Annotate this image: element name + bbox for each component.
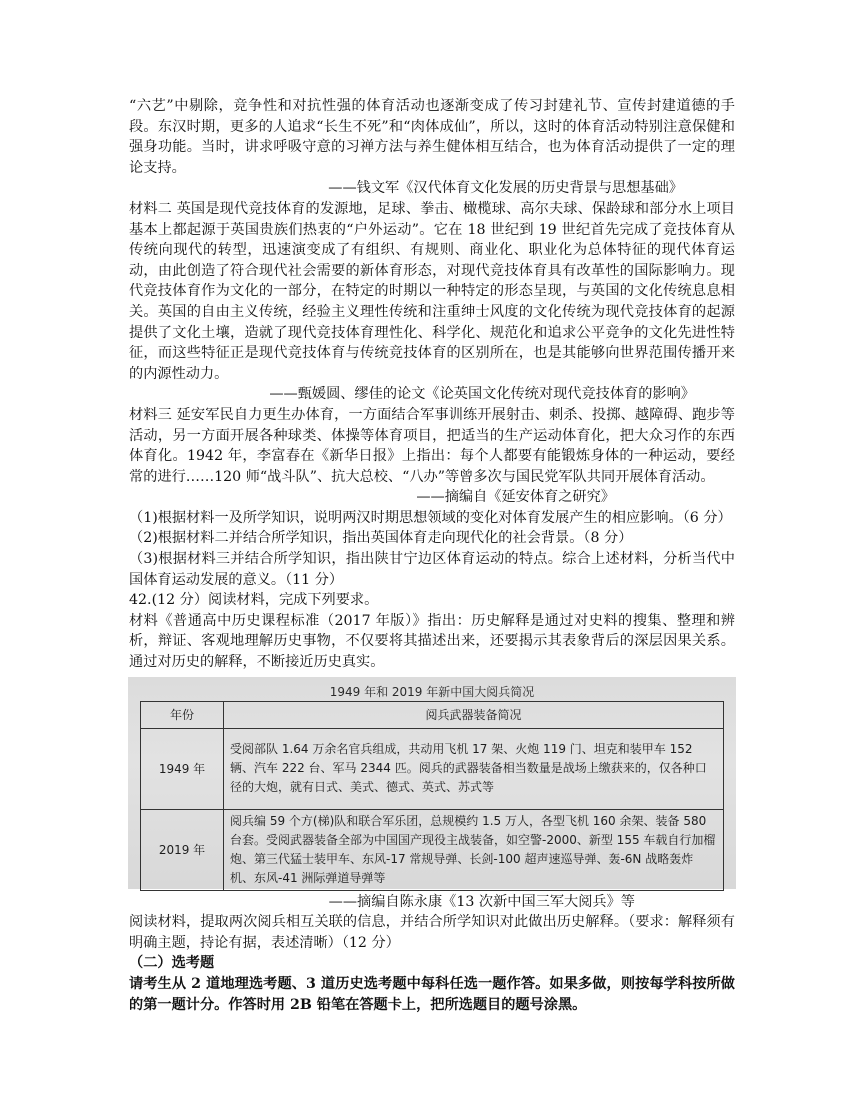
table-row <box>141 728 724 809</box>
material-3-source: ——摘编自《延安体育之研究》 <box>416 489 615 506</box>
question-42-task: 阅读材料，提取两次阅兵相互关联的信息，并结合所学知识对此做出历史解释。（要求：解释须有明确主题，持论有据，表述清晰）（12 分） <box>129 914 735 951</box>
material-3: 材料三 延安军民自力更生办体育，一方面结合军事训练开展射击、刺杀、投掷、越障碍、跑步等活动，另一方面开展各种球类、体操等体育项目，把适当的生产运动体育化，把大众习作的东西体育化。1942 年，李富春在《新华日报》上指出：每个人都要有能锻炼身体的一种运动，要经常的进行……120 师“战斗队”、抗大总校、“八办”等曾多次与国民党军队共同开展体育活动。 <box>129 406 735 485</box>
elective-instructions: 请考生从 2 道地理选考题、3 道历史选考题中每科任选一题作答。如果多做，则按每学科按所做的第一题计分。作答时用 2B 铅笔在答题卡上，把所选题目的题号涂黑。 <box>129 976 735 1013</box>
parade-table-photo <box>128 677 736 889</box>
table-row <box>141 809 724 890</box>
table-title: 1949 年和 2019 年新中国大阅兵简况 <box>329 684 535 699</box>
material-2: 材料二 英国是现代竞技体育的发源地，足球、拳击、橄榄球、高尔夫球、保龄球和部分水上项目基本上都起源于英国贵族们热衷的“户外运动”。它在 18 世纪到 19 世纪首先完成了竞技体育从传统向现代的转型，迅速演变成了有组织、有规则、商业化、职业化为总体特征的现代体育运动，由此创造了符合现代社会需要的新体育形态，对现代竞技体育具有改革性的国际影响力。现代竞技体育作为文化的一部分，在特定的时期以一种特定的形态呈现，与英国的文化传统息息相关。英国的自由主义传统，经验主义理性传统和注重绅士风度的文化传统为现代竞技体育的起源提供了文化土壤，造就了现代竞技体育理性化、科学化、规范化和追求公平竞争的文化先进性特征，而这些特征正是现代竞技体育与传统竞技体育的区别所在，也是其能够向世界范围传播开来的内源性动力。 <box>129 200 735 382</box>
material-2-source: ——甄媛圆、缪佳的论文《论英国文化传统对现代竞技体育的影响》 <box>269 386 695 403</box>
exam-page <box>129 96 735 1015</box>
header-summary: 阅兵武器装备简况 <box>224 701 724 728</box>
question-42-heading: 42.(12 分）阅读材料，完成下列要求。 <box>129 592 379 609</box>
row-text: 阅兵编 59 个方(梯)队和联合军乐团，总规模约 1.5 万人，各型飞机 160 余架、装备 580 台套。受阅武器装备全部为中国国产现役主战装备，如空警-2000、新型 155 车载自行加榴炮、第三代猛士装甲车、东风-17 常规导弹、长剑-100 超声速巡导弹、轰-6N 战略轰炸机、东风-41 洲际弹道导弹等 <box>224 809 724 890</box>
question-1: （1)根据材料一及所学知识，说明两汉时期思想领域的变化对体育发展产生的相应影响。（6 分） <box>129 509 732 526</box>
question-3: （3)根据材料三并结合所学知识，指出陕甘宁边区体育运动的特点。综合上述材料，分析当代中国体育运动发展的意义。（11 分） <box>129 551 735 588</box>
material-1-source: ——钱文军《汉代体育文化发展的历史背景与思想基础》 <box>328 180 683 197</box>
row-year: 1949 年 <box>141 728 224 809</box>
question-42-material: 材料《普通高中历史课程标准（2017 年版）》指出：历史解释是通过对史料的搜集、整理和辨析，辩证、客观地理解历史事物，不仅要将其描述出来，还要揭示其表象背后的深层因果关系。通过对历史的解释，不断接近历史真实。 <box>129 612 735 671</box>
table-source: ——摘编自陈永康《13 次新中国三军大阅兵》等 <box>328 893 635 910</box>
row-year: 2019 年 <box>141 809 224 890</box>
section-heading: （二）选考题 <box>129 955 215 972</box>
header-year: 年份 <box>141 701 224 728</box>
row-text: 受阅部队 1.64 万余名官兵组成，共动用飞机 17 架、火炮 119 门、坦克和装甲车 152 辆、汽车 222 台、军马 2344 匹。阅兵的武器装备相当数量是战场上缴获来的，仅各种口径的大炮，就有日式、美式、德式、英式、苏式等 <box>224 728 724 809</box>
table-header-row <box>141 701 724 728</box>
material-1-continuation: “六艺”中剔除，竞争性和对抗性强的体育活动也逐渐变成了传习封建礼节、宣传封建道德的手段。东汉时期，更多的人追求“长生不死”和“肉体成仙”，所以，这时的体育活动特别注意保健和强身功能。当时，讲求呼吸守意的习禅方法与养生健体相互结合，也为体育活动提供了一定的理论支持。 <box>129 98 735 176</box>
parade-table <box>140 701 724 891</box>
question-2: （2)根据材料二并结合所学知识，指出英国体育走向现代化的社会背景。（8 分） <box>129 530 633 547</box>
